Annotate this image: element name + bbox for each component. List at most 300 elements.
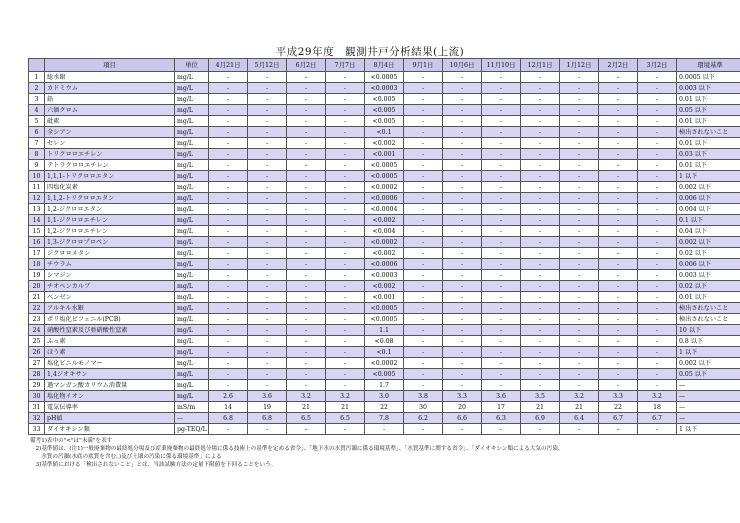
measurement-cell: - bbox=[287, 138, 326, 149]
measurement-cell: - bbox=[638, 182, 677, 193]
measurement-cell: - bbox=[482, 292, 521, 303]
table-row bbox=[29, 303, 740, 314]
measurement-cell: 3.8 bbox=[404, 391, 443, 402]
measurement-cell: - bbox=[443, 127, 482, 138]
standard-cell: 0.002 以下 bbox=[677, 182, 740, 193]
measurement-cell: <0.0002 bbox=[365, 182, 404, 193]
measurement-cell: - bbox=[482, 358, 521, 369]
measurement-cell: - bbox=[248, 83, 287, 94]
unit-cell: mg/L bbox=[175, 325, 209, 336]
row-number-cell: 11 bbox=[29, 182, 45, 193]
measurement-cell: - bbox=[248, 248, 287, 259]
standard-cell: 0.01 以下 bbox=[677, 160, 740, 171]
measurement-cell: - bbox=[638, 72, 677, 83]
measurement-cell: - bbox=[287, 204, 326, 215]
measurement-cell: - bbox=[248, 358, 287, 369]
measurement-cell: - bbox=[209, 336, 248, 347]
measurement-cell: - bbox=[482, 270, 521, 281]
measurement-cell: - bbox=[287, 160, 326, 171]
table-row bbox=[29, 424, 740, 435]
measurement-cell: - bbox=[560, 105, 599, 116]
measurement-cell: - bbox=[404, 72, 443, 83]
measurement-cell: - bbox=[209, 347, 248, 358]
measurement-cell: <0.001 bbox=[365, 149, 404, 160]
measurement-cell: - bbox=[560, 358, 599, 369]
measurement-cell: - bbox=[560, 160, 599, 171]
measurement-cell: - bbox=[638, 424, 677, 435]
measurement-cell: - bbox=[638, 138, 677, 149]
measurement-cell: 6.5 bbox=[287, 413, 326, 424]
measurement-cell: - bbox=[287, 171, 326, 182]
measurement-cell: - bbox=[209, 182, 248, 193]
measurement-cell: - bbox=[599, 138, 638, 149]
row-number-cell: 8 bbox=[29, 149, 45, 160]
measurement-cell: - bbox=[599, 94, 638, 105]
standard-cell: 0.02 以下 bbox=[677, 248, 740, 259]
measurement-cell: - bbox=[443, 215, 482, 226]
column-header bbox=[29, 59, 45, 72]
unit-cell: mg/L bbox=[175, 336, 209, 347]
measurement-cell: <0.002 bbox=[365, 248, 404, 259]
item-name-cell: 1,1,1-トリクロロエタン bbox=[45, 171, 175, 182]
table-row bbox=[29, 336, 740, 347]
measurement-cell: - bbox=[560, 204, 599, 215]
unit-cell: mg/L bbox=[175, 193, 209, 204]
measurement-cell: <0.005 bbox=[365, 105, 404, 116]
measurement-cell: 21 bbox=[326, 402, 365, 413]
measurement-cell: - bbox=[638, 171, 677, 182]
measurement-cell: - bbox=[443, 138, 482, 149]
measurement-cell: - bbox=[560, 292, 599, 303]
measurement-cell: - bbox=[209, 226, 248, 237]
measurement-cell: - bbox=[521, 369, 560, 380]
row-number-cell: 4 bbox=[29, 105, 45, 116]
standard-cell: — bbox=[677, 402, 740, 413]
measurement-cell: - bbox=[638, 336, 677, 347]
measurement-cell: - bbox=[209, 358, 248, 369]
measurement-cell: - bbox=[287, 127, 326, 138]
measurement-cell: - bbox=[482, 215, 521, 226]
measurement-cell: - bbox=[209, 237, 248, 248]
measurement-cell: - bbox=[521, 314, 560, 325]
measurement-cell: - bbox=[209, 270, 248, 281]
measurement-cell: - bbox=[209, 380, 248, 391]
measurement-cell: - bbox=[443, 160, 482, 171]
measurement-cell: - bbox=[326, 160, 365, 171]
measurement-cell: - bbox=[482, 94, 521, 105]
measurement-cell: - bbox=[638, 281, 677, 292]
table-row bbox=[29, 391, 740, 402]
measurement-cell: - bbox=[209, 215, 248, 226]
footnote-line: 2)基準値は、(注1)一般廃棄物の最終処分場及び産業廃棄物の最終処分場に係る技術上の基準を定める省令」、「地下水の水質汚濁に係る環境基準」、「水質基準に関する省令」、「ダイオキシン類による大気の汚染、 bbox=[30, 446, 564, 452]
measurement-cell: - bbox=[209, 149, 248, 160]
measurement-cell: 3.2 bbox=[638, 391, 677, 402]
measurement-cell: - bbox=[560, 138, 599, 149]
item-name-cell: 1,2-ジクロロエチレン bbox=[45, 226, 175, 237]
standard-cell: 0.006 以下 bbox=[677, 259, 740, 270]
measurement-cell: - bbox=[521, 380, 560, 391]
measurement-cell: - bbox=[287, 369, 326, 380]
table-row bbox=[29, 72, 740, 83]
measurement-cell: - bbox=[599, 248, 638, 259]
measurement-cell: - bbox=[443, 182, 482, 193]
measurement-cell: - bbox=[638, 270, 677, 281]
measurement-cell: - bbox=[560, 116, 599, 127]
unit-cell: mg/L bbox=[175, 380, 209, 391]
table-row bbox=[29, 127, 740, 138]
row-number-cell: 6 bbox=[29, 127, 45, 138]
measurement-cell: - bbox=[287, 292, 326, 303]
table-row bbox=[29, 83, 740, 94]
measurement-cell: - bbox=[443, 292, 482, 303]
measurement-cell: 2.6 bbox=[209, 391, 248, 402]
measurement-cell: - bbox=[404, 314, 443, 325]
measurement-cell: - bbox=[560, 83, 599, 94]
unit-cell: mg/L bbox=[175, 149, 209, 160]
measurement-cell: - bbox=[443, 358, 482, 369]
measurement-cell: - bbox=[599, 237, 638, 248]
measurement-cell: - bbox=[326, 347, 365, 358]
measurement-cell: - bbox=[560, 72, 599, 83]
measurement-cell: - bbox=[482, 281, 521, 292]
measurement-cell: 3.6 bbox=[248, 391, 287, 402]
measurement-cell: - bbox=[404, 138, 443, 149]
measurement-cell: - bbox=[287, 281, 326, 292]
unit-cell: — bbox=[175, 413, 209, 424]
measurement-cell: - bbox=[326, 281, 365, 292]
unit-cell: mg/L bbox=[175, 116, 209, 127]
measurement-cell: 20 bbox=[443, 402, 482, 413]
measurement-cell: <0.0006 bbox=[365, 193, 404, 204]
measurement-cell: - bbox=[287, 325, 326, 336]
column-header: 2月2日 bbox=[599, 59, 638, 72]
standard-cell: 1 以下 bbox=[677, 347, 740, 358]
measurement-cell: - bbox=[326, 72, 365, 83]
item-name-cell: 1,1-ジクロロエチレン bbox=[45, 215, 175, 226]
measurement-cell: - bbox=[482, 204, 521, 215]
unit-cell: mg/L bbox=[175, 347, 209, 358]
measurement-cell: - bbox=[482, 424, 521, 435]
table-row bbox=[29, 402, 740, 413]
measurement-cell: - bbox=[482, 83, 521, 94]
table-row bbox=[29, 160, 740, 171]
measurement-cell: - bbox=[326, 424, 365, 435]
measurement-cell: - bbox=[248, 138, 287, 149]
measurement-cell: - bbox=[248, 347, 287, 358]
measurement-cell: - bbox=[482, 369, 521, 380]
measurement-cell: - bbox=[482, 72, 521, 83]
standard-cell: 0.01 以下 bbox=[677, 292, 740, 303]
unit-cell: mg/L bbox=[175, 138, 209, 149]
measurement-cell: - bbox=[404, 83, 443, 94]
measurement-cell: - bbox=[443, 380, 482, 391]
measurement-cell: - bbox=[248, 94, 287, 105]
standard-cell: 1 以下 bbox=[677, 171, 740, 182]
measurement-cell: - bbox=[287, 336, 326, 347]
measurement-cell: - bbox=[326, 292, 365, 303]
row-number-cell: 28 bbox=[29, 369, 45, 380]
measurement-cell: 7.8 bbox=[365, 413, 404, 424]
measurement-cell: - bbox=[365, 424, 404, 435]
item-name-cell: 1,2-ジクロロエタン bbox=[45, 204, 175, 215]
measurement-cell: - bbox=[599, 380, 638, 391]
measurement-cell: 6.5 bbox=[326, 413, 365, 424]
measurement-cell: - bbox=[482, 347, 521, 358]
measurement-cell: <0.001 bbox=[365, 292, 404, 303]
measurement-cell: - bbox=[443, 248, 482, 259]
measurement-cell: - bbox=[482, 149, 521, 160]
measurement-cell: - bbox=[287, 182, 326, 193]
measurement-cell: - bbox=[326, 303, 365, 314]
standard-cell: 0.05 以下 bbox=[677, 105, 740, 116]
column-header: 8月4日 bbox=[365, 59, 404, 72]
measurement-cell: - bbox=[560, 149, 599, 160]
measurement-cell: - bbox=[443, 149, 482, 160]
measurement-cell: - bbox=[560, 270, 599, 281]
item-name-cell: カドミウム bbox=[45, 83, 175, 94]
measurement-cell: 3.0 bbox=[365, 391, 404, 402]
measurement-cell: - bbox=[209, 193, 248, 204]
measurement-cell: - bbox=[482, 303, 521, 314]
measurement-cell: - bbox=[209, 116, 248, 127]
item-name-cell: 1,4ジオキサン bbox=[45, 369, 175, 380]
measurement-cell: - bbox=[638, 369, 677, 380]
measurement-cell: <0.0004 bbox=[365, 204, 404, 215]
measurement-cell: - bbox=[599, 127, 638, 138]
measurement-cell: - bbox=[560, 314, 599, 325]
measurement-cell: 3.2 bbox=[560, 391, 599, 402]
measurement-cell: 3.3 bbox=[599, 391, 638, 402]
measurement-cell: - bbox=[248, 424, 287, 435]
measurement-cell: - bbox=[521, 336, 560, 347]
measurement-cell: - bbox=[326, 127, 365, 138]
measurement-cell: - bbox=[287, 380, 326, 391]
measurement-cell: - bbox=[560, 226, 599, 237]
measurement-cell: - bbox=[248, 259, 287, 270]
measurement-cell: <0.0006 bbox=[365, 259, 404, 270]
table-row bbox=[29, 182, 740, 193]
measurement-cell: - bbox=[209, 127, 248, 138]
measurement-cell: - bbox=[521, 237, 560, 248]
table-row bbox=[29, 193, 740, 204]
measurement-cell: - bbox=[404, 325, 443, 336]
measurement-cell: - bbox=[521, 171, 560, 182]
table-row bbox=[29, 347, 740, 358]
measurement-cell: - bbox=[287, 72, 326, 83]
measurement-cell: <0.0005 bbox=[365, 160, 404, 171]
standard-cell: 0.8 以下 bbox=[677, 336, 740, 347]
standard-cell: 0.1 以下 bbox=[677, 215, 740, 226]
measurement-cell: - bbox=[560, 193, 599, 204]
unit-cell: mg/L bbox=[175, 281, 209, 292]
unit-cell: mg/L bbox=[175, 83, 209, 94]
row-number-cell: 16 bbox=[29, 237, 45, 248]
unit-cell: mg/L bbox=[175, 237, 209, 248]
measurement-cell: - bbox=[638, 215, 677, 226]
unit-cell: mg/L bbox=[175, 182, 209, 193]
measurement-cell: - bbox=[482, 226, 521, 237]
measurement-cell: <0.1 bbox=[365, 347, 404, 358]
measurement-cell: - bbox=[638, 248, 677, 259]
measurement-cell: - bbox=[560, 248, 599, 259]
measurement-cell: - bbox=[638, 292, 677, 303]
table-row bbox=[29, 94, 740, 105]
unit-cell: mg/L bbox=[175, 314, 209, 325]
measurement-cell: - bbox=[443, 83, 482, 94]
measurement-cell: - bbox=[248, 325, 287, 336]
unit-cell: mg/L bbox=[175, 160, 209, 171]
measurement-cell: 17 bbox=[482, 402, 521, 413]
measurement-cell: - bbox=[209, 303, 248, 314]
measurement-cell: 22 bbox=[599, 402, 638, 413]
measurement-cell: - bbox=[248, 303, 287, 314]
unit-cell: mg/L bbox=[175, 171, 209, 182]
measurement-cell: 6.4 bbox=[560, 413, 599, 424]
item-name-cell: ベンゼン bbox=[45, 292, 175, 303]
table-row bbox=[29, 138, 740, 149]
measurement-cell: - bbox=[248, 215, 287, 226]
standard-cell: — bbox=[677, 391, 740, 402]
table-row bbox=[29, 237, 740, 248]
measurement-cell: - bbox=[638, 358, 677, 369]
measurement-cell: - bbox=[404, 270, 443, 281]
measurement-cell: - bbox=[443, 281, 482, 292]
measurement-cell: - bbox=[521, 248, 560, 259]
unit-cell: mg/L bbox=[175, 303, 209, 314]
measurement-cell: <0.002 bbox=[365, 215, 404, 226]
measurement-cell: - bbox=[326, 237, 365, 248]
measurement-cell: - bbox=[209, 94, 248, 105]
measurement-cell: - bbox=[638, 105, 677, 116]
measurement-cell: - bbox=[521, 259, 560, 270]
measurement-cell: - bbox=[560, 171, 599, 182]
row-number-cell: 29 bbox=[29, 380, 45, 391]
measurement-cell: - bbox=[599, 369, 638, 380]
measurement-cell: - bbox=[404, 281, 443, 292]
measurement-cell: - bbox=[326, 171, 365, 182]
item-name-cell: 1,3-ジクロロプロペン bbox=[45, 237, 175, 248]
row-number-cell: 31 bbox=[29, 402, 45, 413]
measurement-cell: - bbox=[638, 149, 677, 160]
measurement-cell: - bbox=[287, 314, 326, 325]
measurement-cell: - bbox=[209, 171, 248, 182]
item-name-cell: 六価クロム bbox=[45, 105, 175, 116]
measurement-cell: - bbox=[482, 248, 521, 259]
measurement-cell: - bbox=[209, 248, 248, 259]
measurement-cell: - bbox=[404, 193, 443, 204]
measurement-cell: 6.9 bbox=[521, 413, 560, 424]
measurement-cell: - bbox=[209, 204, 248, 215]
row-number-cell: 19 bbox=[29, 270, 45, 281]
measurement-cell: <0.005 bbox=[365, 369, 404, 380]
item-name-cell: ふっ素 bbox=[45, 336, 175, 347]
table-row bbox=[29, 358, 740, 369]
measurement-cell: - bbox=[599, 160, 638, 171]
measurement-cell: - bbox=[560, 182, 599, 193]
column-header: 6月2日 bbox=[287, 59, 326, 72]
measurement-cell: - bbox=[638, 204, 677, 215]
measurement-cell: - bbox=[326, 259, 365, 270]
measurement-cell: 30 bbox=[404, 402, 443, 413]
table-row bbox=[29, 413, 740, 424]
measurement-cell: - bbox=[482, 259, 521, 270]
row-number-cell: 7 bbox=[29, 138, 45, 149]
measurement-cell: - bbox=[482, 116, 521, 127]
measurement-cell: - bbox=[443, 336, 482, 347]
measurement-cell: 14 bbox=[209, 402, 248, 413]
measurement-cell: - bbox=[443, 424, 482, 435]
measurement-cell: - bbox=[443, 270, 482, 281]
measurement-cell: - bbox=[287, 424, 326, 435]
measurement-cell: 22 bbox=[365, 402, 404, 413]
measurement-cell: <0.0005 bbox=[365, 72, 404, 83]
measurement-cell: - bbox=[638, 116, 677, 127]
analysis-results-table bbox=[28, 58, 740, 435]
measurement-cell: - bbox=[404, 94, 443, 105]
footnote-line: 水質の汚濁(水底の底質を含む。)及び土壌の汚染に係る環境基準」による bbox=[30, 454, 222, 460]
row-number-cell: 24 bbox=[29, 325, 45, 336]
measurement-cell: - bbox=[599, 83, 638, 94]
row-number-cell: 9 bbox=[29, 160, 45, 171]
standard-cell: 0.05 以下 bbox=[677, 369, 740, 380]
table-row bbox=[29, 204, 740, 215]
column-header: 4月21日 bbox=[209, 59, 248, 72]
measurement-cell: 3.5 bbox=[521, 391, 560, 402]
page-title: 平成29年度 観測井戸分析結果(上流) bbox=[275, 46, 465, 58]
measurement-cell: - bbox=[560, 380, 599, 391]
item-name-cell: シマジン bbox=[45, 270, 175, 281]
measurement-cell: <0.0005 bbox=[365, 303, 404, 314]
measurement-cell: 6.7 bbox=[599, 413, 638, 424]
row-number-cell: 18 bbox=[29, 259, 45, 270]
measurement-cell: 3.6 bbox=[482, 391, 521, 402]
measurement-cell: - bbox=[521, 347, 560, 358]
standard-cell: 0.002 以下 bbox=[677, 358, 740, 369]
measurement-cell: - bbox=[404, 149, 443, 160]
measurement-cell: - bbox=[638, 193, 677, 204]
table-row bbox=[29, 171, 740, 182]
item-name-cell: アルキル水銀 bbox=[45, 303, 175, 314]
measurement-cell: - bbox=[521, 116, 560, 127]
measurement-cell: - bbox=[248, 105, 287, 116]
unit-cell: mg/L bbox=[175, 226, 209, 237]
measurement-cell: - bbox=[287, 358, 326, 369]
item-name-cell: 塩化物イオン bbox=[45, 391, 175, 402]
table-row bbox=[29, 281, 740, 292]
item-name-cell: pH値 bbox=[45, 413, 175, 424]
measurement-cell: - bbox=[404, 171, 443, 182]
measurement-cell: - bbox=[521, 424, 560, 435]
measurement-cell: - bbox=[248, 281, 287, 292]
measurement-cell: - bbox=[638, 83, 677, 94]
standard-cell: 0.002 以下 bbox=[677, 237, 740, 248]
measurement-cell: - bbox=[287, 193, 326, 204]
item-name-cell: 砒素 bbox=[45, 116, 175, 127]
measurement-cell: 3.2 bbox=[326, 391, 365, 402]
measurement-cell: - bbox=[599, 281, 638, 292]
measurement-cell: - bbox=[638, 226, 677, 237]
measurement-cell: - bbox=[404, 303, 443, 314]
unit-cell: mg/L bbox=[175, 94, 209, 105]
row-number-cell: 22 bbox=[29, 303, 45, 314]
item-name-cell: チウラム bbox=[45, 259, 175, 270]
row-number-cell: 14 bbox=[29, 215, 45, 226]
standard-cell: 検出されないこと bbox=[677, 314, 740, 325]
measurement-cell: - bbox=[638, 380, 677, 391]
measurement-cell: - bbox=[326, 358, 365, 369]
measurement-cell: - bbox=[638, 94, 677, 105]
column-header: 1月12日 bbox=[560, 59, 599, 72]
